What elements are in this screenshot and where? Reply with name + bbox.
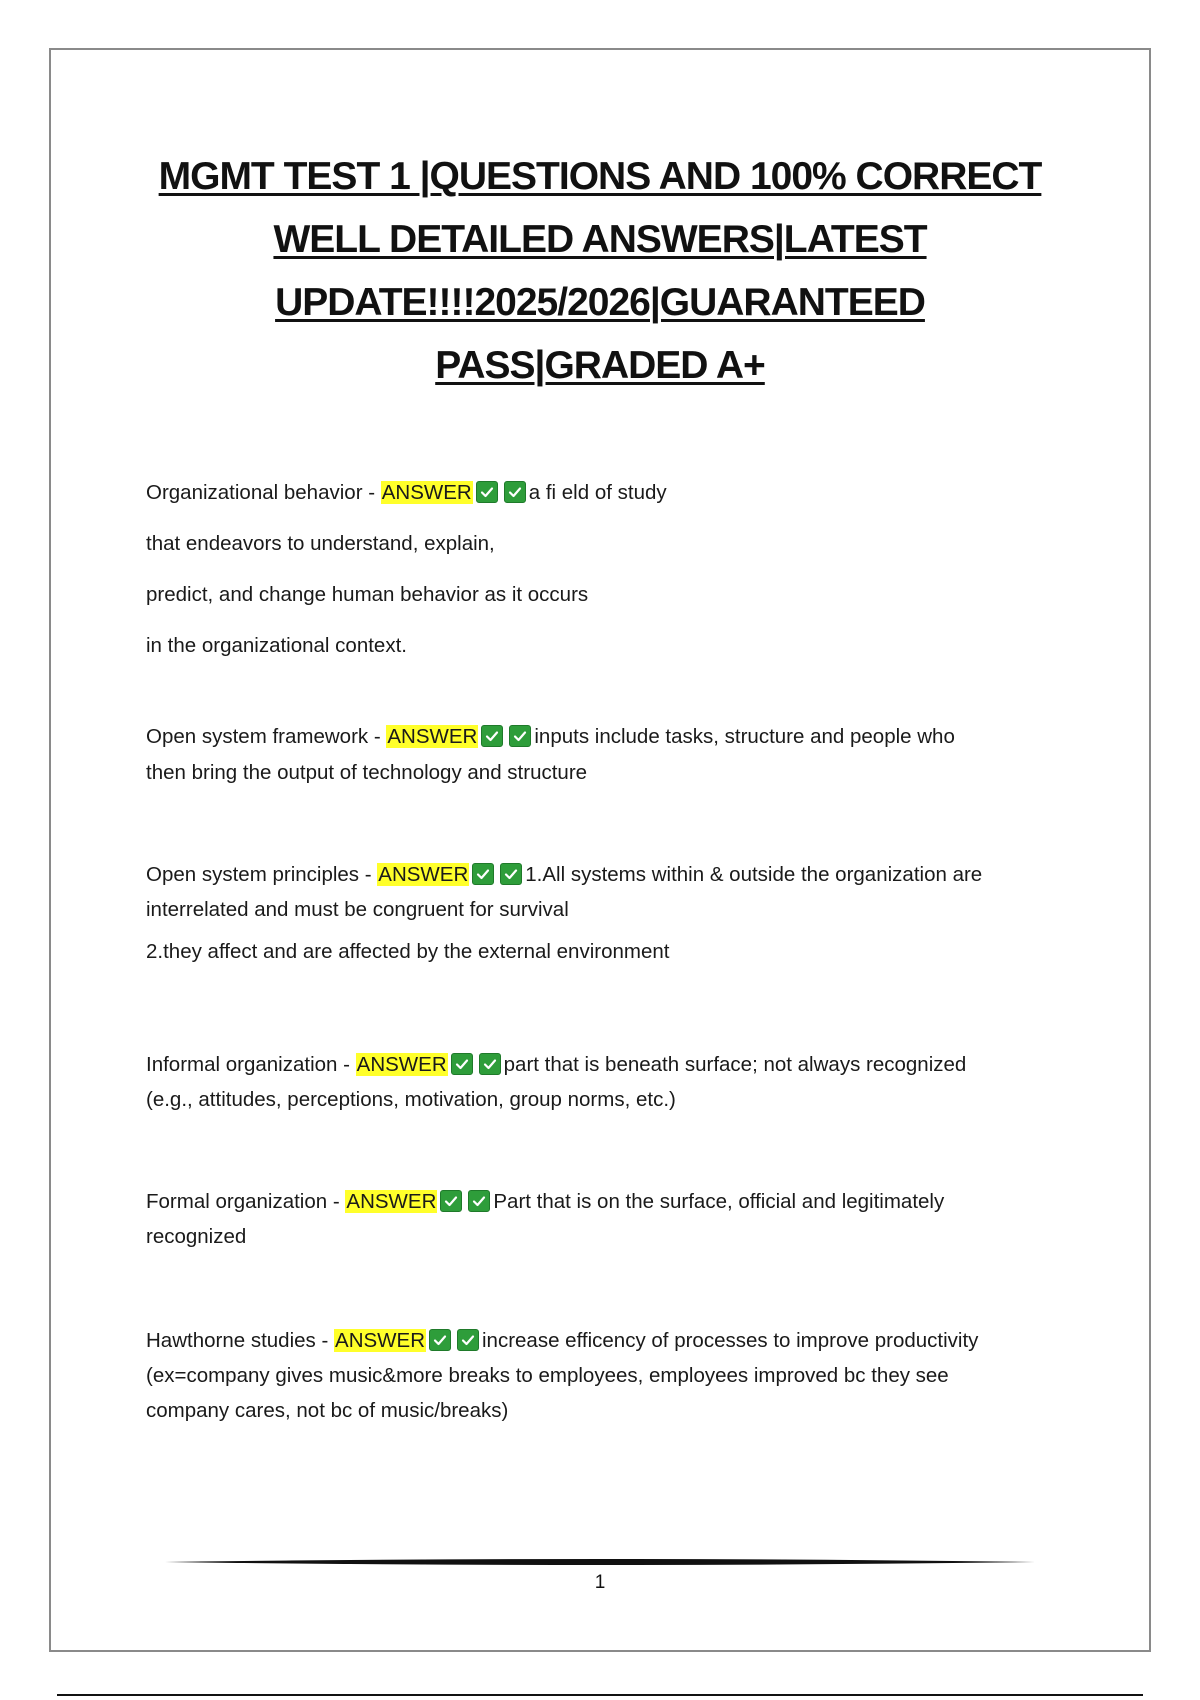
check-mark-icon bbox=[481, 725, 503, 747]
entry-answer-text: a fi eld of study bbox=[528, 481, 667, 504]
check-mark-icon bbox=[479, 1053, 501, 1075]
entry-answer-line: in the organizational context. bbox=[146, 634, 407, 657]
check-mark-icon bbox=[468, 1190, 490, 1212]
entry-term: Hawthorne studies - bbox=[146, 1329, 335, 1352]
entry-first-line bbox=[146, 1184, 1066, 1219]
entry-answer-line: (e.g., attitudes, perceptions, motivation, group norms, etc.) bbox=[146, 1088, 676, 1111]
entry-answer-line: predict, and change human behavior as it occurs bbox=[146, 583, 589, 606]
entry-first-line bbox=[146, 857, 1066, 893]
entry-term: Formal organization - bbox=[146, 1190, 346, 1213]
check-mark-icon bbox=[476, 481, 498, 503]
entry-term: Open system framework - bbox=[146, 725, 387, 748]
check-mark-icon bbox=[472, 863, 494, 885]
check-mark-icon bbox=[500, 863, 522, 885]
entry-answer-text: Part that is on the surface, official and legitimately bbox=[493, 1190, 945, 1213]
entry-answer-text: increase efficency of processes to improve productivity bbox=[482, 1329, 979, 1352]
title-line-text: MGMT TEST 1 |QUESTIONS AND 100% CORRECT bbox=[158, 155, 1042, 198]
title-line bbox=[100, 208, 1100, 271]
bottom-divider bbox=[57, 1694, 1143, 1696]
entry-first-line bbox=[146, 1047, 1066, 1082]
title-line bbox=[100, 271, 1100, 334]
check-mark-icon bbox=[509, 725, 531, 747]
title-line bbox=[100, 145, 1100, 208]
entry-answer-line: (ex=company gives music&more breaks to employees, employees improved bc they see bbox=[146, 1364, 949, 1387]
entry-answer-line: company cares, not bc of music/breaks) bbox=[146, 1399, 509, 1422]
entry-first-line bbox=[146, 719, 1066, 755]
footer-divider bbox=[165, 1558, 1035, 1566]
qa-entry-organizational-behavior bbox=[146, 467, 1066, 671]
entry-first-line bbox=[146, 1323, 1066, 1358]
entry-answer-line: recognized bbox=[146, 1225, 247, 1248]
title-line-text: WELL DETAILED ANSWERS|LATEST bbox=[273, 218, 927, 261]
answer-highlight: ANSWER bbox=[378, 863, 469, 886]
qa-entry-open-system-principles bbox=[146, 857, 1066, 977]
check-mark-icon bbox=[451, 1053, 473, 1075]
entry-term: Informal organization - bbox=[146, 1053, 356, 1076]
entry-answer-line: then bring the output of technology and structure bbox=[146, 761, 588, 784]
entry-answer-line: interrelated and must be congruent for survival bbox=[146, 898, 569, 921]
answer-highlight: ANSWER bbox=[381, 481, 472, 504]
entry-answer-text: part that is beneath surface; not always recognized bbox=[503, 1053, 967, 1076]
qa-entry-hawthorne-studies bbox=[146, 1323, 1066, 1428]
document-title bbox=[100, 145, 1100, 397]
entry-term: Organizational behavior - bbox=[146, 481, 381, 504]
entry-first-line bbox=[146, 467, 1066, 518]
answer-highlight: ANSWER bbox=[346, 1190, 437, 1213]
answer-highlight: ANSWER bbox=[356, 1053, 447, 1076]
entry-answer-line: 2.they affect and are affected by the external environment bbox=[146, 940, 670, 963]
qa-entry-open-system-framework bbox=[146, 719, 1066, 791]
check-mark-icon bbox=[504, 481, 526, 503]
title-line-text: PASS|GRADED A+ bbox=[435, 344, 765, 387]
entry-answer-line: that endeavors to understand, explain, bbox=[146, 532, 495, 555]
qa-entry-informal-organization bbox=[146, 1047, 1066, 1117]
entry-answer-text: 1.All systems within & outside the organization are bbox=[525, 863, 983, 886]
page-number: 1 bbox=[594, 1572, 606, 1593]
answer-highlight: ANSWER bbox=[387, 725, 478, 748]
check-mark-icon bbox=[440, 1190, 462, 1212]
title-line-text: UPDATE!!!!2025/2026|GUARANTEED bbox=[275, 281, 925, 324]
check-mark-icon bbox=[429, 1329, 451, 1351]
entry-answer-text: inputs include tasks, structure and people who bbox=[534, 725, 955, 748]
qa-entry-formal-organization bbox=[146, 1184, 1066, 1254]
entry-term: Open system principles - bbox=[146, 863, 378, 886]
answer-highlight: ANSWER bbox=[335, 1329, 425, 1352]
title-line bbox=[100, 334, 1100, 397]
check-mark-icon bbox=[457, 1329, 479, 1351]
